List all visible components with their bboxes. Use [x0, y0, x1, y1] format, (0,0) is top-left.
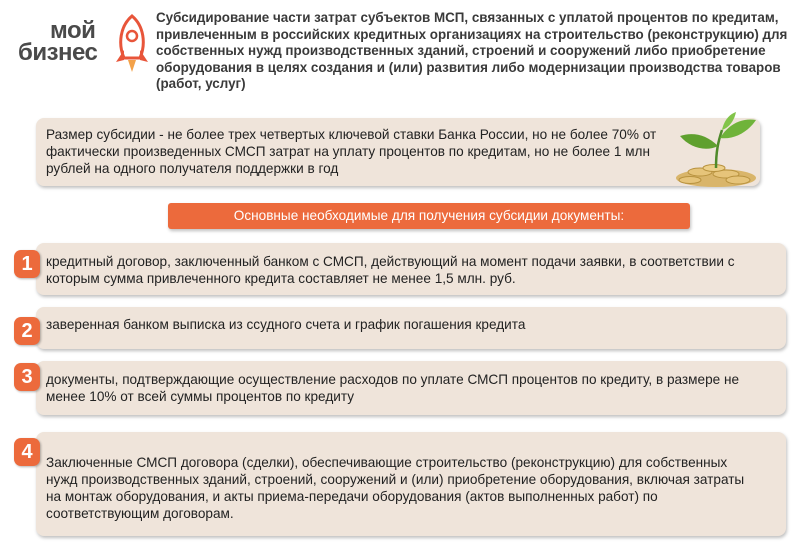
document-item-text: заверенная банком выписка из ссудного счета и график погашения кредита: [46, 317, 526, 332]
plant-coins-icon: [670, 112, 762, 190]
subsidy-text: Размер субсидии - не более трех четвертых ключевой ставки Банка России, но не более 70% от фактически произведенных СМСП затрат на уплату процентов по кредитам, но не более 1 млн рублей на одного получателя поддержки в год: [46, 127, 657, 176]
subsidy-info-box: [36, 118, 760, 186]
header-title: Субсидирование части затрат субъектов МСП, связанных с уплатой процентов по кредитам, привлеченным в российских кредитных организациях на строительство (реконструкцию) для собственных нужд производственных зданий, строений и сооружений либо приобретение оборудования в целях создания и (или) развития либо модернизации производства товаров (работ, услуг): [156, 10, 788, 92]
document-item-2: [36, 307, 786, 349]
rocket-icon: [110, 14, 154, 74]
document-item-1: [36, 243, 786, 295]
documents-heading: Основные необходимые для получения субсидии документы:: [168, 203, 690, 229]
document-item-text: Заключенные СМСП договора (сделки), обеспечивающие строительство (реконструкцию) для собственных нужд производственных зданий, строений, сооружений и (или) приобретение оборудования, включая затраты на монтаж оборудования, и акты приема-передачи оборудования (актов выполненных работ) по соответствующим договорам.: [46, 455, 745, 521]
logo-word-moy: мой: [50, 17, 96, 44]
number-badge-2: 2: [14, 317, 40, 345]
document-item-text: кредитный договор, заключенный банком с СМСП, действующий на момент подачи заявки, в соответствии с которым сумма привлеченного кредита составляет не менее 1,5 млн. руб.: [46, 254, 735, 286]
number-badge-4: 4: [14, 438, 40, 466]
document-item-text: документы, подтверждающие осуществление расходов по уплате СМСП процентов по кредиту, в размере не менее 10% от всей суммы процентов по кредиту: [46, 372, 740, 404]
number-badge-3: 3: [14, 363, 40, 391]
moy-biznes-logo: [14, 14, 154, 74]
document-item-3: [36, 361, 786, 415]
logo-word-biznes: бизнес: [18, 39, 98, 66]
logo-text: [18, 17, 98, 66]
document-item-4: [36, 432, 786, 536]
number-badge-1: 1: [14, 250, 40, 278]
